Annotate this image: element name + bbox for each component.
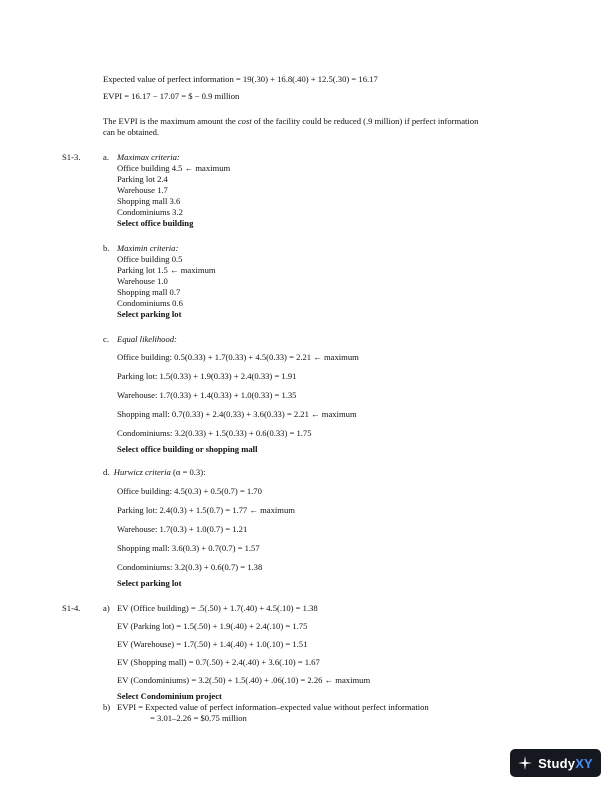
ev-item: EV (Warehouse) = 1.7(.50) + 1.4(.40) + 1.0(.10) = 1.51	[117, 639, 308, 649]
maximax-item: Condominiums 3.2	[117, 207, 183, 217]
hurwicz-item: Office building: 4.5(0.3) + 0.5(0.7) = 1.70	[117, 486, 262, 496]
maximin-item: Condominiums 0.6	[117, 298, 183, 308]
maximin-heading: Maximin criteria:	[117, 243, 179, 253]
ev-item: EV (Office building) = .5(.50) + 1.7(.40) + 4.5(.10) = 1.38	[117, 603, 318, 613]
hurwicz-result: Select parking lot	[117, 578, 182, 588]
hurwicz-heading: d. Hurwicz criteria (α = 0.3):	[103, 467, 206, 477]
evpi-equation: Expected value of perfect information = 19(.30) + 16.8(.40) + 12.5(.30) = 16.17	[103, 74, 378, 84]
ev-item: EV (Condominiums) = 3.2(.50) + 1.5(.40) + .06(.10) = 2.26 ← maximum	[117, 675, 371, 685]
evpi-definition: EVPI = Expected value of perfect information–expected value without perfect information	[117, 702, 429, 712]
equal-likelihood-item: Office building: 0.5(0.33) + 1.7(0.33) + 4.5(0.33) = 2.21 ← maximum	[117, 352, 359, 362]
hurwicz-item: Parking lot: 2.4(0.3) + 1.5(0.7) = 1.77 ← maximum	[117, 505, 295, 515]
ev-item: EV (Shopping mall) = 0.7(.50) + 2.4(.40) + 3.6(.10) = 1.67	[117, 657, 320, 667]
maximin-item: Office building 0.5	[117, 254, 183, 264]
equal-likelihood-item: Warehouse: 1.7(0.33) + 1.4(0.33) + 1.0(0.33) = 1.35	[117, 390, 297, 400]
maximin-item: Parking lot 1.5 ← maximum	[117, 265, 216, 275]
equal-likelihood-item: Shopping mall: 0.7(0.33) + 2.4(0.33) + 3.6(0.33) = 2.21 ← maximum	[117, 409, 357, 419]
equal-likelihood-item: Parking lot: 1.5(0.33) + 1.9(0.33) + 2.4(0.33) = 1.91	[117, 371, 297, 381]
maximax-item: Office building 4.5 ← maximum	[117, 163, 231, 173]
part-b-marker: b)	[103, 702, 111, 712]
maximax-result: Select office building	[117, 218, 194, 228]
maximin-result: Select parking lot	[117, 309, 182, 319]
evpi-note-continued: can be obtained.	[103, 127, 160, 137]
problem-label-s1-4: S1-4.	[62, 603, 81, 613]
ev-item: EV (Parking lot) = 1.5(.50) + 1.9(.40) + 2.4(.10) = 1.75	[117, 621, 308, 631]
ev-result: Select Condominium project	[117, 691, 222, 701]
maximax-item: Warehouse 1.7	[117, 185, 168, 195]
maximin-item: Warehouse 1.0	[117, 276, 168, 286]
maximax-item: Parking lot 2.4	[117, 174, 168, 184]
hurwicz-item: Condominiums: 3.2(0.3) + 0.6(0.7) = 1.38	[117, 562, 263, 572]
equal-likelihood-item: Condominiums: 3.2(0.33) + 1.5(0.33) + 0.6(0.33) = 1.75	[117, 428, 312, 438]
evpi-value: = 3.01–2.26 = $0.75 million	[150, 713, 247, 723]
evpi-result: EVPI = 16.17 − 17.07 = $ − 0.9 million	[103, 91, 240, 101]
hurwicz-item: Warehouse: 1.7(0.3) + 1.0(0.7) = 1.21	[117, 524, 248, 534]
problem-label-s1-3: S1-3.	[62, 152, 81, 162]
hurwicz-item: Shopping mall: 3.6(0.3) + 0.7(0.7) = 1.57	[117, 543, 260, 553]
evpi-note: The EVPI is the maximum amount the cost of the facility could be reduced (.9 million) if perfect information	[103, 116, 479, 126]
maximax-item: Shopping mall 3.6	[117, 196, 181, 206]
part-a-marker: a.	[103, 152, 109, 162]
part-b-marker: b.	[103, 243, 110, 253]
studyxy-badge[interactable]	[510, 749, 601, 777]
equal-likelihood-heading: Equal likelihood:	[117, 334, 177, 344]
plus-sparkle-icon	[518, 756, 532, 770]
maximin-item: Shopping mall 0.7	[117, 287, 181, 297]
maximax-heading: Maximax criteria:	[117, 152, 180, 162]
part-c-marker: c.	[103, 334, 109, 344]
part-a-marker: a)	[103, 603, 110, 613]
equal-likelihood-result: Select office building or shopping mall	[117, 444, 258, 454]
studyxy-logo: StudyXY	[538, 755, 593, 771]
